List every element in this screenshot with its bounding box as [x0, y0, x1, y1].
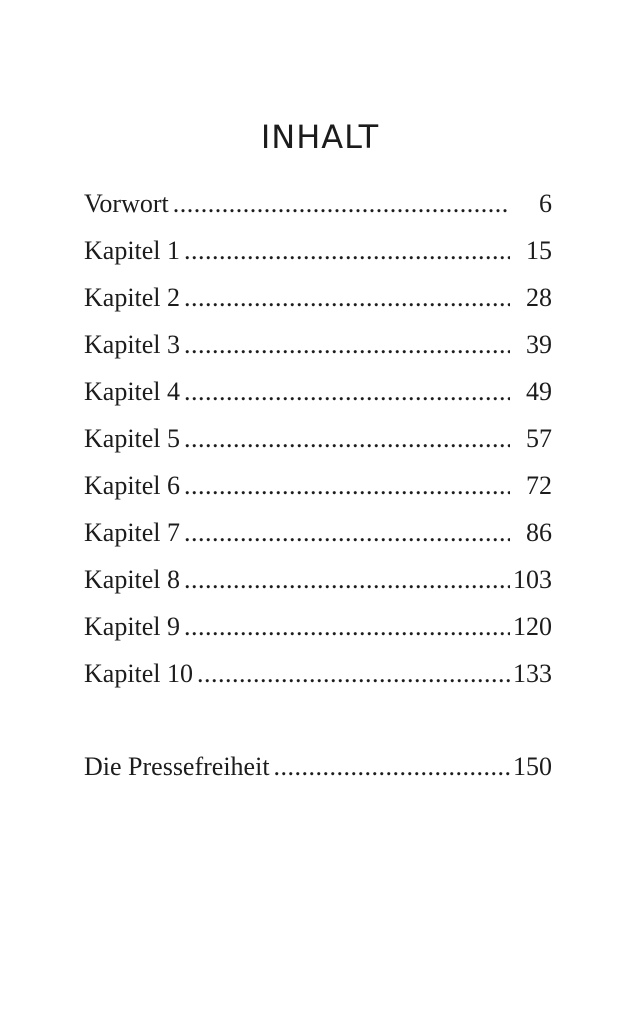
toc-entry-page: 28	[526, 283, 552, 312]
toc-entry-kapitel-4[interactable]	[84, 368, 552, 415]
toc-entry-page: 15	[526, 236, 552, 265]
leader-dots	[180, 274, 510, 321]
toc-entry-label: Kapitel 7	[84, 518, 181, 547]
toc-entry-page: 72	[526, 471, 552, 500]
toc-entry-kapitel-3[interactable]	[84, 321, 552, 368]
toc-entry-label: Kapitel 4	[84, 377, 181, 406]
toc-entry-label: Vorwort	[84, 189, 169, 218]
leader-dots	[193, 650, 510, 697]
toc-entry-kapitel-9[interactable]	[84, 603, 552, 650]
toc-entry-page: 49	[526, 377, 552, 406]
toc-entry-label: Kapitel 1	[84, 236, 181, 265]
page-title: INHALT	[260, 118, 380, 156]
toc-entry-kapitel-2[interactable]	[84, 274, 552, 321]
toc-entry-kapitel-8[interactable]	[84, 556, 552, 603]
toc-entry-label: Kapitel 6	[84, 471, 181, 500]
toc-entry-label: Die Pressefreiheit	[84, 752, 270, 781]
toc-entry-page: 150	[513, 752, 552, 781]
toc-entry-kapitel-1[interactable]	[84, 227, 552, 274]
table-of-contents	[84, 180, 552, 790]
toc-entry-page: 39	[526, 330, 552, 359]
toc-entry-kapitel-6[interactable]	[84, 462, 552, 509]
leader-dots	[180, 227, 510, 274]
leader-dots	[180, 415, 510, 462]
toc-entry-kapitel-7[interactable]	[84, 509, 552, 556]
toc-entry-page: 120	[513, 612, 552, 641]
leader-dots	[180, 556, 510, 603]
toc-entry-page: 6	[539, 189, 552, 218]
toc-entry-page: 57	[526, 424, 552, 453]
toc-entry-kapitel-10[interactable]	[84, 650, 552, 697]
toc-entry-label: Kapitel 9	[84, 612, 181, 641]
leader-dots	[270, 743, 510, 790]
toc-entry-page: 86	[526, 518, 552, 547]
toc-entry-label: Kapitel 8	[84, 565, 181, 594]
toc-entry-page: 103	[513, 565, 552, 594]
leader-dots	[180, 368, 510, 415]
toc-entry-label: Kapitel 5	[84, 424, 181, 453]
toc-entry-page: 133	[513, 659, 552, 688]
toc-entry-kapitel-5[interactable]	[84, 415, 552, 462]
toc-entry-appendix[interactable]	[84, 743, 552, 790]
leader-dots	[180, 509, 510, 556]
toc-entry-label: Kapitel 2	[84, 283, 181, 312]
toc-entry-label: Kapitel 10	[84, 659, 194, 688]
toc-entry-vorwort[interactable]	[84, 180, 552, 227]
leader-dots	[180, 462, 510, 509]
section-spacer	[84, 697, 552, 743]
leader-dots	[169, 180, 510, 227]
toc-entry-label: Kapitel 3	[84, 330, 181, 359]
leader-dots	[180, 603, 510, 650]
leader-dots	[180, 321, 510, 368]
